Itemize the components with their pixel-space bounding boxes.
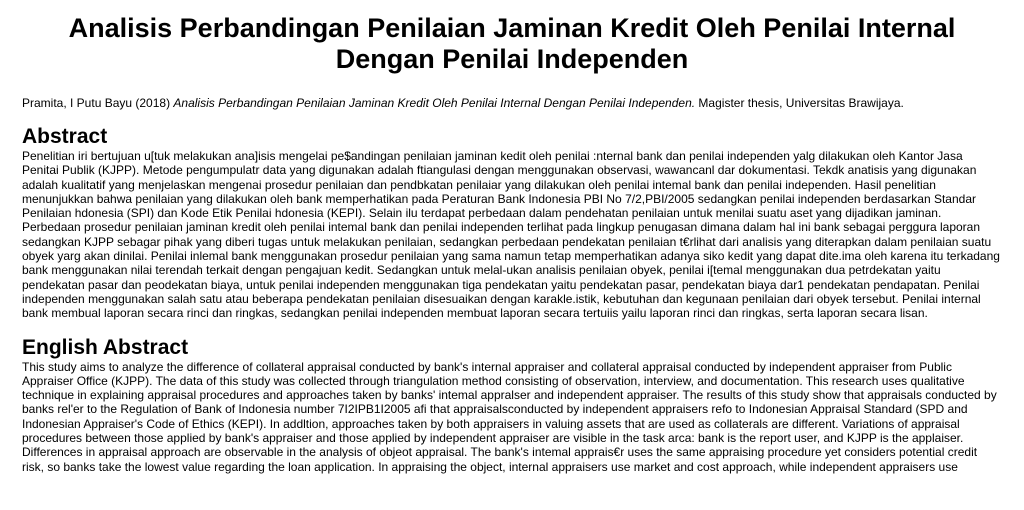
abstract-heading: Abstract: [22, 125, 108, 148]
citation-author-year: Pramita, I Putu Bayu (2018): [22, 96, 174, 110]
citation: [22, 96, 1002, 110]
english-abstract-text: This study aims to analyze the difference of collateral appraisal conducted by bank's internal appraiser and collateral appraisal conducted by independent appraiser from Public Appraiser Office (KJPP). The data of this study was collected through triangulation method consisting of observation, interview, and documentation. This research uses qualitative technique in explaining appraisal procedures and approaches taken by banks' intemal appralser and independent appraiser. The results of this study show that appraisals conducted by banks rel'er to the Regulation of Bank of Indonesia number 7I2IPB1I2005 afi that appraisalsconducted by independent appraisers refo to Indonesian Appraisal Standard (SPD and Indonesian Appraiser's Code of Ethics (KEPI). In addltion, approaches taken by both appraisers in valuing assets that are used as collaterals are different. Variations of appraisal procedures between those applied by bank's appraiser and those applied by independent appraiser are visible in the task arca: bank is the report user, and KJPP is the applaiser. Differences in appraisal approach are observable in the analysis of objeot appraisal. The bank's intemal apprais€r uses the same appraising procedure yet considers potential credit risk, so banks take the lowest value regarding the loan application. In appraising the object, internal appraisers use market and cost approach, while independent appraisers use: [22, 359, 997, 474]
abstract-text: Penelitian iri bertujuan u[tuk melakukan ana]isis mengelai pe$andingan penilaian jaminan kedit oleh penilai :nternal bank dan penilai independen yalg dilakukan oleh Kantor Jasa Penitai Publik (KJPP). Metode pengumpulatr data yang digunakan adalah ftiangulasi dengan menggunakan observasi, wawancanl dar dokumentasi. Tekdk anatisis yang digunakan adalah kualitatif yang menjelaskan mengenai prosedur penilaian dan pendbkatan penilaiar yang dilakukan oleh penilai intemal bank dan penilai independen. Hasil penelitian menunjukkan bahwa penilaian yang dilakukan oleh bank memperhatikan pada Peraturan Bank Indonesia PBI No 7/2,PBI/2005 sedangkan penilai independen berdasarkan Standar Penilaian hdonesia (SPI) dan Kode Etik Penilai hdonesia (KEPI). Selain ilu terdapat perbedaan dalam pendehatan penilaian untuk menilai suatu aset yang dijadikan jaminan. Perbedaan prosedur penilaian jaminan kredit oleh penilai intemal bank dan penilai independen terlihat pada lingkup penugasan dimana dalam hal ini bank sebagai perggura laporan sedangkan KJPP sebagar pihak yang diberi tugas untuk melakukan penilaian, sedangkan perbedaan pendekatan penilaian t€rlihat dari analisis yang diterapkan dalam penilaian suatu obyek yarg akan dinilai. Penilai inlemal bank menggunakan prosedur penilaian yang sama namun tetap memperhatikan adanya siko kedit yang dapat dite.ima oleh karena itu terkadang bank menggunakan nilai terendah terkait dengan pengajuan kedit. Sedangkan untuk melal-ukan analisis penilaian obyek, penilai i[temal menggunakan dua petrdekatan yaitu pendekatan pasar dan peodekatan biaya, untuk penilai independen menggunakan tiga pendekatan yaitu pendekatan pasar, pendekatan biaya dar1 pendekatan pendapatan. Penilai independen menggunakan salah satu atau beberapa pendekatan penilaian disesuaikan dengan karakle.istik, kebutuhan dan kegunaan penilaian dari obyek tersebut. Penilai internal bank membual laporan secara rinci dan ringkas, sedangkan penilai independen membuat laporan secara tertuiis yailu laporan rinci dan ringkas, serta laporan secara lisan.: [22, 149, 1000, 321]
english-abstract-heading: English Abstract: [22, 335, 189, 359]
citation-publication: Magister thesis, Universitas Brawijaya.: [695, 96, 904, 110]
citation-work-title: Analisis Perbandingan Penilaian Jaminan Kredit Oleh Penilai Internal Dengan Penilai Independen.: [173, 96, 696, 110]
page-title: Analisis Perbandingan Penilaian Jaminan Kredit Oleh Penilai Internal Dengan Penilai Independen: [68, 13, 956, 74]
